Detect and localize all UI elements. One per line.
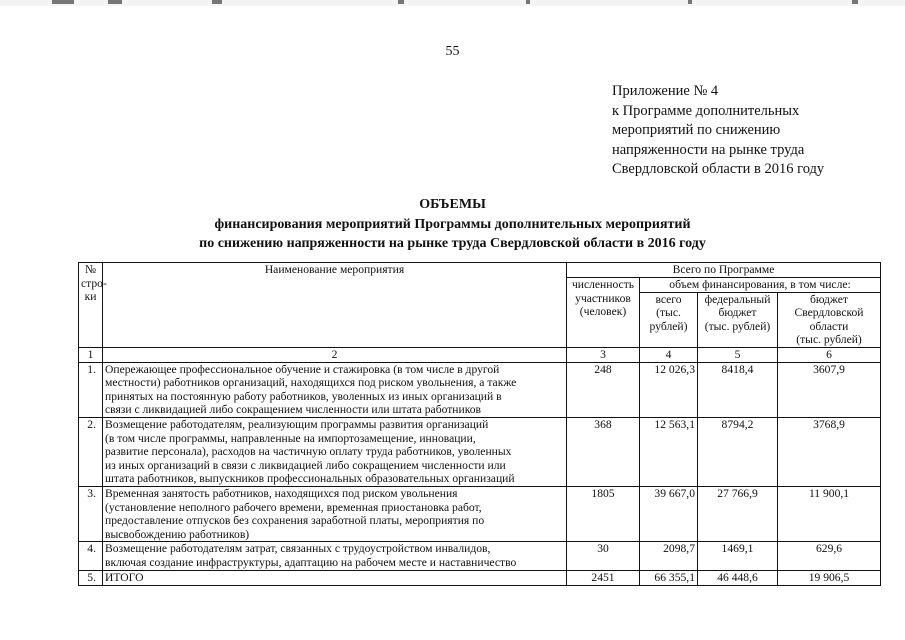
federal-value: 8794,2 [698,417,778,486]
scan-mark [852,0,858,4]
appendix-line: к Программе дополнительных [612,102,800,119]
activity-line: (установление неполного рабочего времени, временная приостановка работ, [105,500,482,514]
participants-value: 368 [567,417,640,486]
header-text: № [84,263,97,276]
header-funding: объем финансирования, в том числе: [640,278,881,293]
header-federal-budget [698,292,778,347]
header-text: рублей) [649,319,688,333]
activity-line: включая создание инфраструктуры, адаптацию на рабочем месте и наставничество [105,555,517,569]
header-regional-budget [778,292,881,347]
scan-top-edge [0,0,905,6]
activity-line: Временная занятость работников, находящихся под риском увольнения [105,486,458,500]
activity-line: принятых на постоянную работу работников, уволенных из иных организаций в [105,389,502,403]
activity-line: Опережающее профессиональное обучение и стажировка (в том числе в другой [105,362,500,376]
row-number: 5. [79,570,103,585]
activity-line: (в том числе программы, направленные на импортозамещение, инновации, [105,431,476,445]
appendix-line: Свердловской области в 2016 году [612,161,825,177]
row-number: 3. [79,486,103,541]
header-funding-total [640,292,698,347]
federal-value: 46 448,6 [698,570,778,585]
title-line: ОБЪЕМЫ [419,197,486,212]
row-number: 2. [79,417,103,486]
header-text: федеральный [704,292,771,306]
activity-line: ИТОГО [105,570,144,584]
table-row-total [79,570,881,585]
header-text: стро- [81,276,107,290]
regional-value: 11 900,1 [778,486,881,541]
activity-line: Возмещение работодателям, реализующим программы развития организаций [105,417,489,431]
activity-line: Возмещение работодателям затрат, связанных с трудоустройством инвалидов, [105,542,491,556]
regional-value: 629,6 [778,542,881,570]
column-number: 3 [567,347,640,362]
federal-value: 1469,1 [698,542,778,570]
header-text: участников [575,291,631,305]
scan-mark [526,0,530,4]
activity-name [103,362,567,417]
federal-value: 8418,4 [698,362,778,417]
column-number: 5 [698,347,778,362]
participants-value: 248 [567,362,640,417]
title-line: финансирования мероприятий Программы дополнительных мероприятий [214,216,691,232]
header-text: (человек) [579,305,627,319]
activity-line: из иных организаций в связи с ликвидацией либо сокращением численности или [105,458,506,472]
regional-value: 3607,9 [778,362,881,417]
total-value: 66 355,1 [640,570,698,585]
page-number: 55 [445,44,460,59]
activity-name [103,570,567,585]
appendix-line: Приложение № 4 [612,83,719,99]
header-text: ки [84,290,97,304]
scan-mark [212,0,222,4]
activity-line: связи с ликвидацией либо сокращением численности или штата работников [105,403,482,417]
column-number: 6 [778,347,881,362]
table-row [79,486,881,541]
financing-table [78,262,881,586]
header-row-number [79,263,107,348]
activity-line: высвобождению работников) [105,527,250,541]
activity-line: предоставление отпусков без сохранения заработной платы, мероприятия по [105,514,485,528]
header-participants [567,278,640,348]
participants-value: 30 [567,542,640,570]
header-text: всего [655,292,682,306]
table-row [79,362,881,417]
header-text: (тыс. [656,306,681,320]
scan-mark [52,0,74,4]
column-number: 1 [79,347,103,362]
scan-mark [688,0,692,4]
total-value: 39 667,0 [640,486,698,541]
header-text: бюджет [718,306,757,320]
appendix-block [612,82,824,180]
column-number: 4 [640,347,698,362]
row-number: 4. [79,542,103,570]
header-program-total: Всего по Программе [567,263,881,278]
scan-mark [108,0,122,4]
header-text: (тыс. рублей) [704,319,771,333]
column-number: 2 [103,347,567,362]
total-value: 12 026,3 [640,362,698,417]
activity-name [103,486,567,541]
document-title [0,195,905,254]
table-row [79,417,881,486]
appendix-line: мероприятий по снижению [612,122,781,138]
federal-value: 27 766,9 [698,486,778,541]
header-text: области [809,319,849,333]
row-number: 1. [79,362,103,417]
total-value: 12 563,1 [640,417,698,486]
header-text: Свердловской [794,306,864,320]
table-row [79,542,881,570]
activity-line: местности) работников организаций, находящихся под риском увольнения, а также [105,376,517,390]
title-line: по снижению напряженности на рынке труда Свердловской области в 2016 году [199,236,706,251]
activity-name [103,417,567,486]
regional-value: 19 906,5 [778,570,881,585]
activity-line: развитие персонала), расходов на частичную оплату труда работников, уволенных [105,445,512,459]
participants-value: 1805 [567,486,640,541]
scan-mark [398,0,404,4]
participants-value: 2451 [567,570,640,585]
header-text: (тыс. рублей) [796,333,862,347]
header-text: численность [571,278,635,291]
activity-name [103,542,567,570]
header-activity-name: Наименование мероприятия [103,263,567,348]
appendix-line: напряженности на рынке труда [612,141,805,158]
activity-line: штата работников, выпускников профессиональных образовательных организаций [105,472,515,486]
header-text: бюджет [810,292,848,306]
regional-value: 3768,9 [778,417,881,486]
total-value: 2098,7 [640,542,698,570]
